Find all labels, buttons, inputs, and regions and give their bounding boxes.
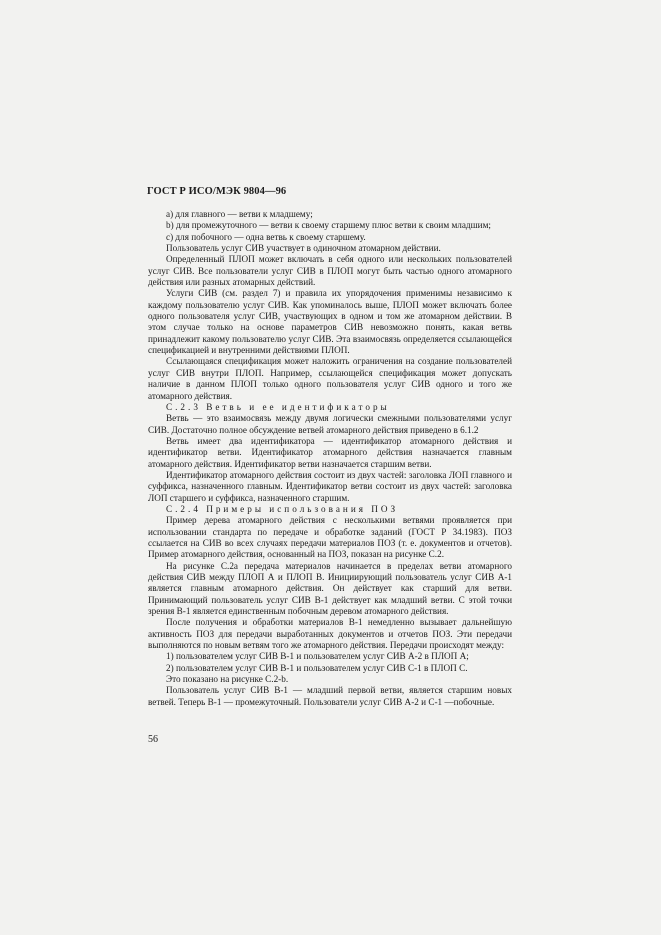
list-item: b) для промежуточного — ветви к своему старшему плюс ветви к своим младшим; bbox=[166, 220, 491, 231]
page-number: 56 bbox=[148, 734, 158, 745]
paragraph: После получения и обработки материалов В-1 немедленно вызывает дальнейшую активность ПОЗ для передачи выработанных документов и отчетов ПОЗ. Эти передачи выполняются по новым ветвям того же атомарного действия. Передачи происходят между: bbox=[148, 617, 512, 651]
paragraph: На рисунке С.2а передача материалов начинается в пределах ветви атомарного действия СИВ между ПЛОП А и ПЛОП В. Инициирующий пользователь услуг СИВ А-1 является главным атомарного действия. Он действует как старший для ветви. Принимающий пользователь услуг СИВ В-1 действует как младший ветви. С этой точки зрения В-1 является единственным побочным деревом атомарного действия. bbox=[148, 560, 512, 617]
list-item: а) для главного — ветви к младшему; bbox=[166, 209, 313, 219]
paragraph: Услуги СИВ (см. раздел 7) и правила их упорядочения применимы независимо к каждому пользователю услуг СИВ. Как упоминалось выше, ПЛОП может включать более одного пользователя услуг СИВ, участвующих в одном и том же атомарном действии. В этом случае только на основе параметров СИВ невозможно понять, какая ветвь принадлежит какому пользователю услуг СИВ. Эта взаимосвязь определяется ссылающейся спецификацией и внутренними действиями ПЛОП. bbox=[148, 288, 512, 356]
body-text bbox=[148, 209, 512, 708]
list-item: 2) пользователем услуг СИВ В-1 и пользователем услуг СИВ С-1 в ПЛОП С. bbox=[166, 662, 468, 673]
paragraph: Это показано на рисунке С.2-b. bbox=[166, 674, 289, 685]
paragraph: Пример дерева атомарного действия с несколькими ветвями проявляется при использовании стандарта по передаче и обработке заданий (ГОСТ Р 34.1983). ПОЗ ссылается на СИВ во всех случаях передачи материалов ПОЗ (т. е. документов и отчетов). Пример атомарного действия, основанный на ПОЗ, показан на рисунке С.2. bbox=[148, 515, 512, 560]
paragraph: Идентификатор атомарного действия состоит из двух частей: заголовка ЛОП главного и суффикса, назначенного главным. Идентификатор ветви состоит из двух частей: заголовка ЛОП старшего и суффикса, назначенного старшим. bbox=[148, 469, 512, 503]
paragraph: Ветвь — это взаимосвязь между двумя логически смежными пользователями услуг СИВ. Достаточно полное обсуждение ветвей атомарного действия приведено в 6.1.2 bbox=[148, 413, 512, 435]
section-heading: С.2.3 Ветвь и ее идентификаторы bbox=[166, 401, 390, 412]
list-item: с) для побочного — одна ветвь к своему старшему. bbox=[166, 231, 366, 242]
paragraph: Ветвь имеет два идентификатора — идентификатор атомарного действия и идентификатор ветви. Идентификатор атомарного действия назначается главным атомарного действия. Идентификатор ветви назначается старшим ветви. bbox=[148, 435, 512, 469]
paragraph: Определенный ПЛОП может включать в себя одного или нескольких пользователей услуг СИВ. Все пользователи услуг СИВ в ПЛОП могут быть частью одного атомарного действия или разных атомарных действий. bbox=[148, 254, 512, 288]
list-item: 1) пользователем услуг СИВ В-1 и пользователем услуг СИВ А-2 в ПЛОП А; bbox=[166, 651, 469, 662]
paragraph: Ссылающаяся спецификация может наложить ограничения на создание пользователей услуг СИВ внутри ПЛОП. Например, ссылающейся спецификация может допускать наличие в данном ПЛОП только одного пользователя услуг СИВ одного и того же атомарного действия. bbox=[148, 356, 512, 401]
paragraph: Пользователь услуг СИВ В-1 — младший первой ветви, является старшим новых ветвей. Теперь В-1 — промежуточный. Пользователи услуг СИВ А-2 и С-1 —побочные. bbox=[148, 685, 512, 707]
section-heading: С.2.4 Примеры использования ПОЗ bbox=[166, 503, 399, 514]
paragraph: Пользователь услуг СИВ участвует в одиночном атомарном действии. bbox=[166, 243, 441, 254]
document-header: ГОСТ Р ИСО/МЭК 9804—96 bbox=[147, 186, 287, 197]
